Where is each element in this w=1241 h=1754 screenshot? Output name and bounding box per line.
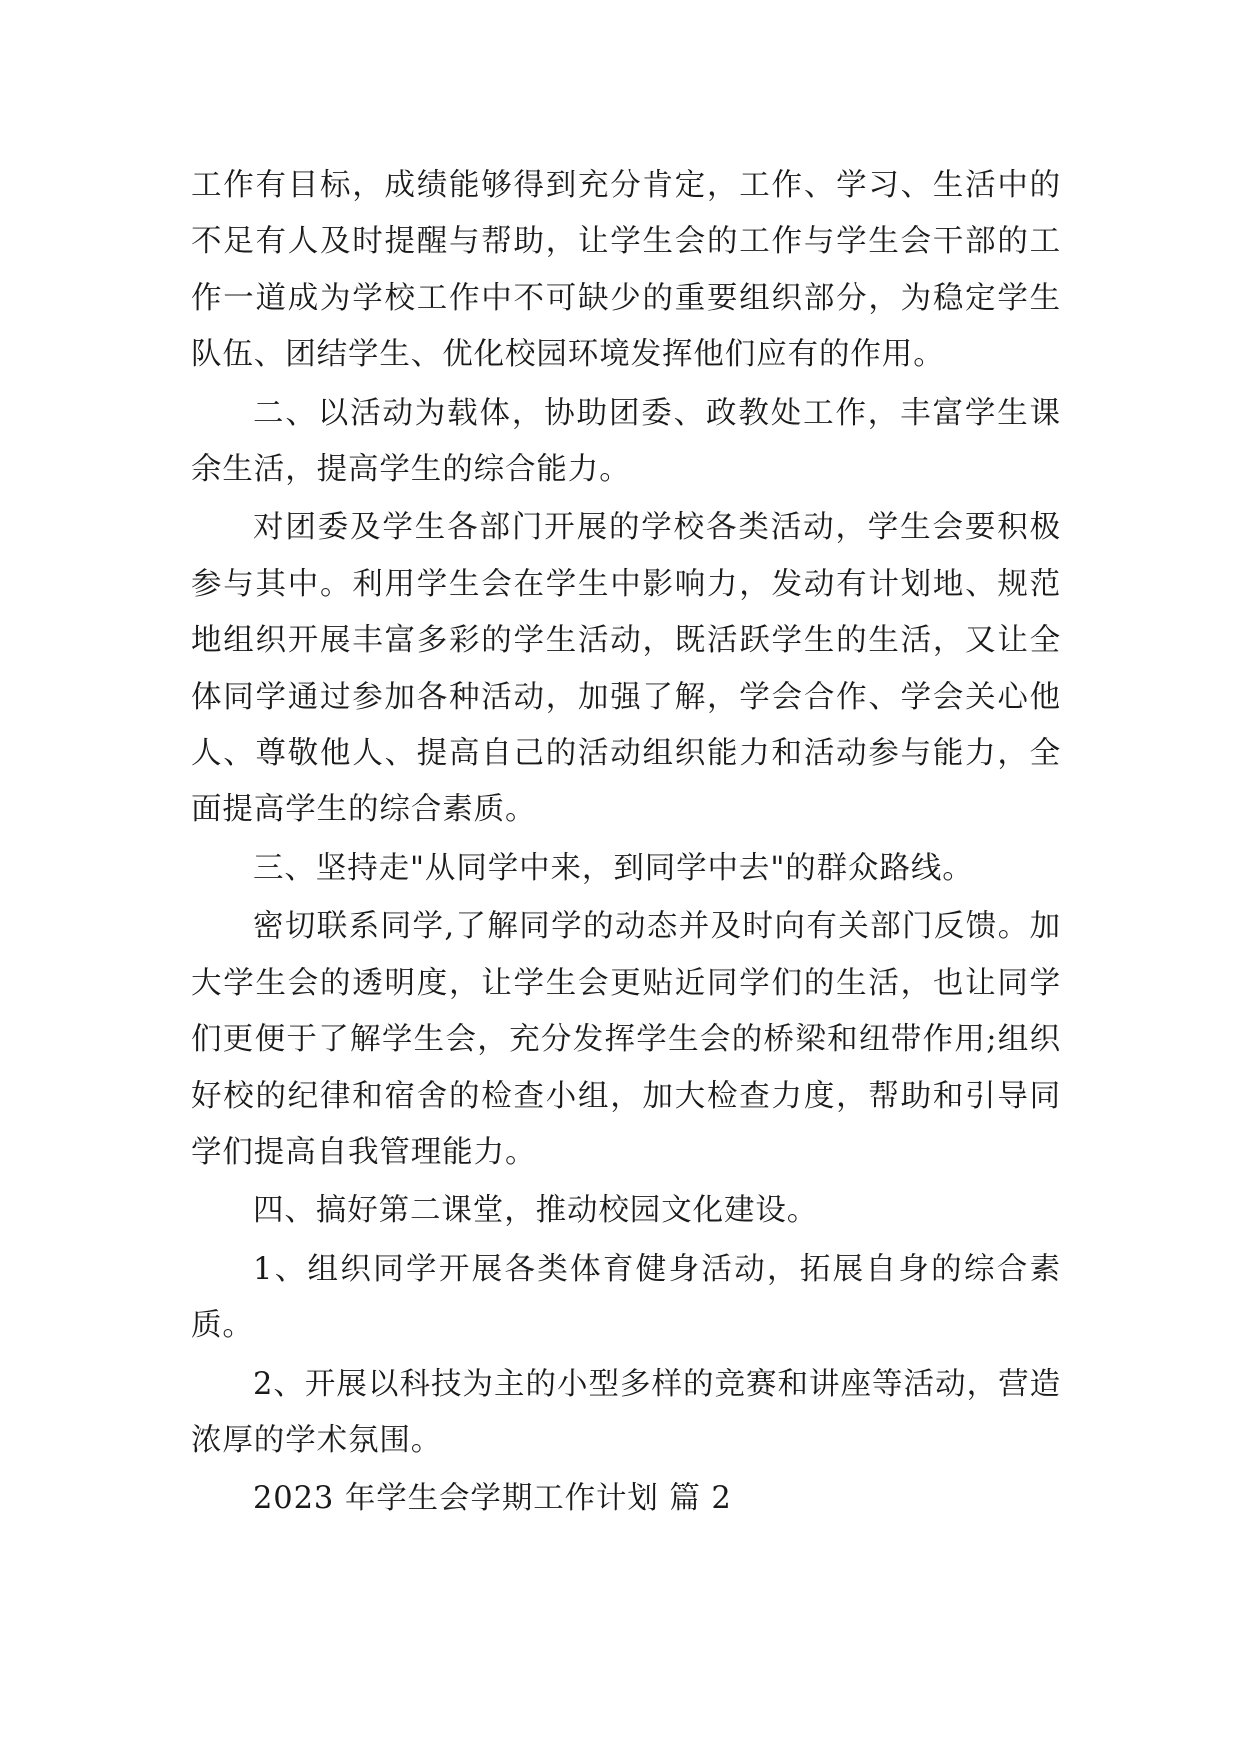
paragraph-contact: 密切联系同学,了解同学的动态并及时向有关部门反馈。加大学生会的透明度，让学生会更贴近同学们的生活，也让同学们更便于了解学生会，充分发挥学生会的桥梁和纽带作用;组织好校的纪律和宿舍的检查小组，加大检查力度，帮助和引导同学们提高自我管理能力。	[191, 909, 1061, 1170]
document-body	[191, 158, 1061, 1530]
document-subtitle: 2023 年学生会学期工作计划 篇 2	[253, 1481, 732, 1517]
section-heading-two: 二、以活动为载体，协助团委、政教处工作，丰富学生课余生活，提高学生的综合能力。	[191, 395, 1061, 488]
paragraph-activities: 对团委及学生各部门开展的学校各类活动，学生会要积极参与其中。利用学生会在学生中影响力，发动有计划地、规范地组织开展丰富多彩的学生活动，既活跃学生的生活，又让全体同学通过参加各种活动，加强了解，学会合作、学会关心他人、尊敬他人、提高自己的活动组织能力和活动参与能力，全面提高学生的综合素质。	[191, 510, 1061, 828]
section-heading-three: 三、坚持走"从同学中来，到同学中去"的群众路线。	[253, 850, 974, 886]
list-item-two: 2、开展以科技为主的小型多样的竞赛和讲座等活动，营造浓厚的学术氛围。	[191, 1366, 1061, 1458]
list-item-one: 1、组织同学开展各类体育健身活动，拓展自身的综合素质。	[191, 1251, 1061, 1344]
paragraph-continuation: 工作有目标，成绩能够得到充分肯定，工作、学习、生活中的不足有人及时提醒与帮助，让学生会的工作与学生会干部的工作一道成为学校工作中不可缺少的重要组织部分，为稳定学生队伍、团结学生、优化校园环境发挥他们应有的作用。	[191, 168, 1061, 373]
section-heading-four: 四、搞好第二课堂，推动校园文化建设。	[253, 1193, 819, 1229]
